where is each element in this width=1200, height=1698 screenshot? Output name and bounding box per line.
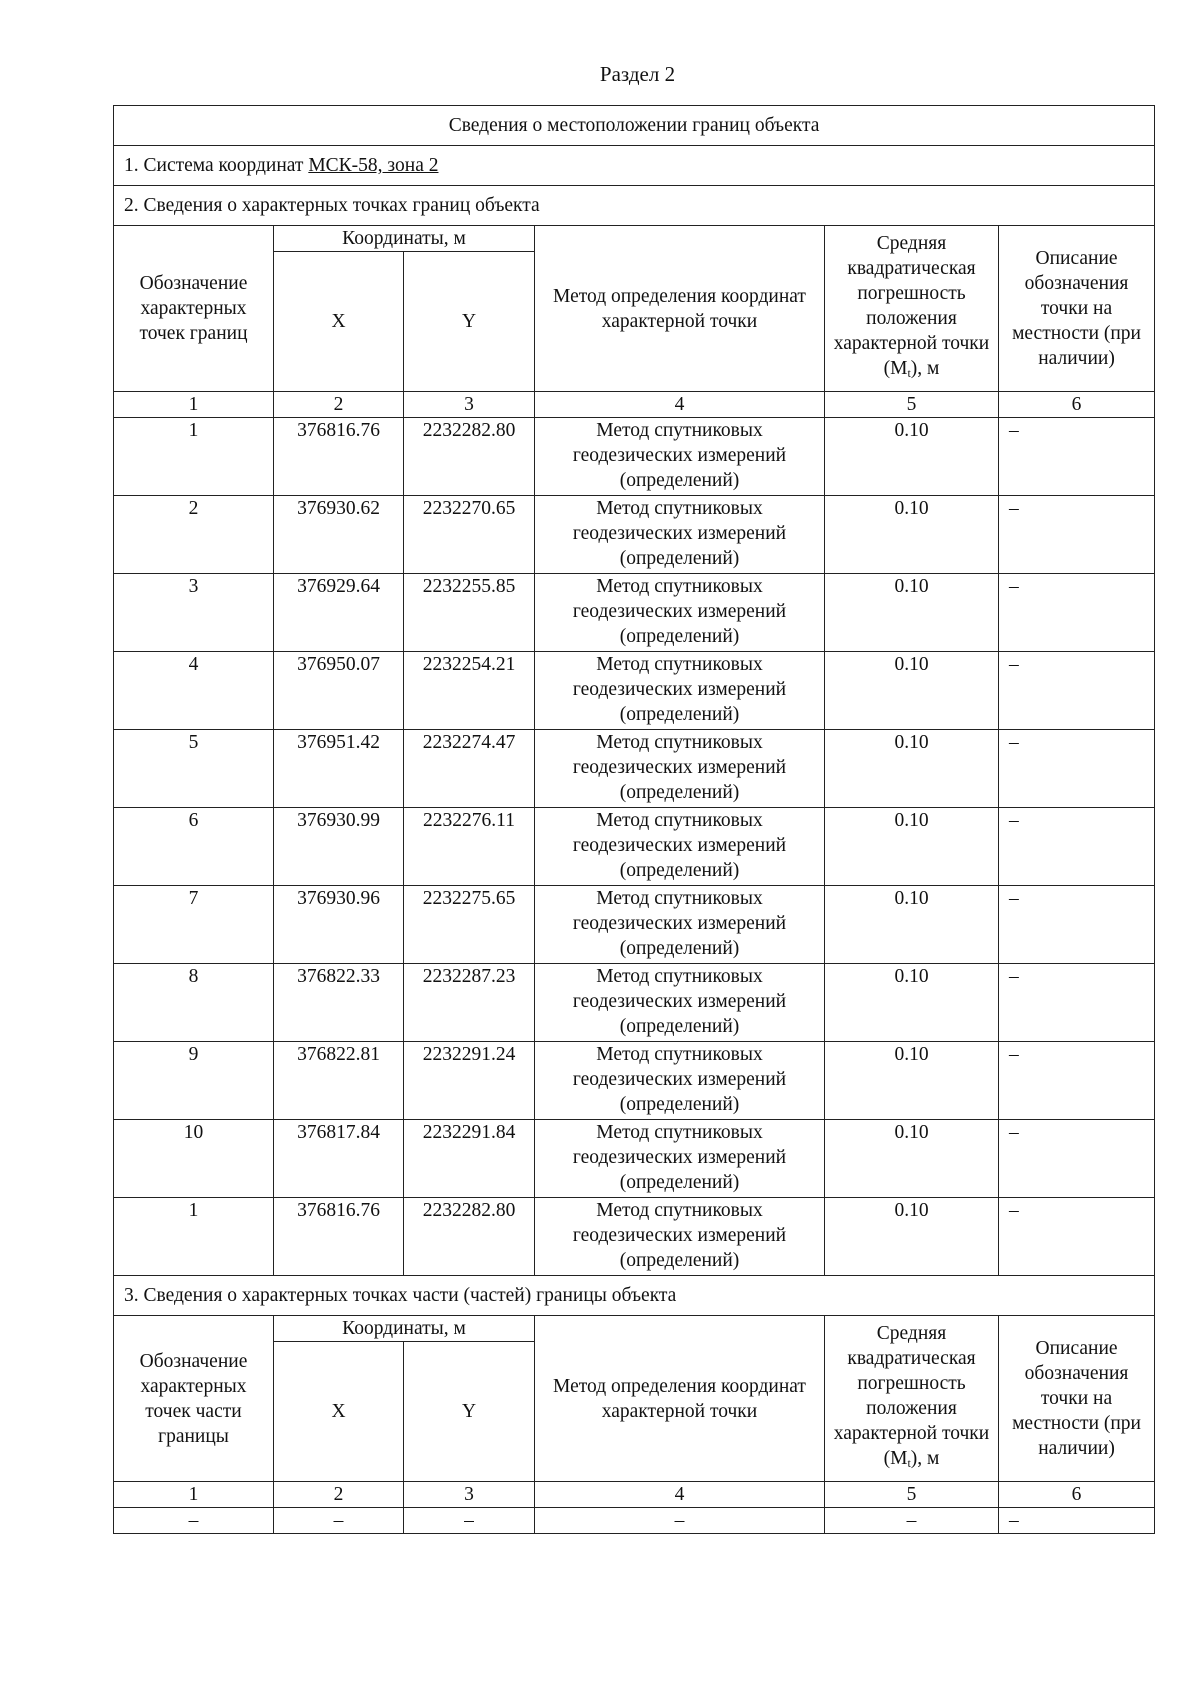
method-cell: Метод спутниковых геодезических измерений (определений) bbox=[535, 730, 825, 808]
header-method: Метод определения координат характерной точки bbox=[535, 1316, 825, 1482]
column-number: 4 bbox=[535, 1482, 825, 1508]
point-cell: 7 bbox=[114, 886, 274, 964]
column-number: 1 bbox=[114, 392, 274, 418]
point-cell: 6 bbox=[114, 808, 274, 886]
point-cell: 1 bbox=[114, 418, 274, 496]
method-cell: Метод спутниковых геодезических измерений (определений) bbox=[535, 1198, 825, 1276]
header-error bbox=[825, 1316, 999, 1482]
description-cell: – bbox=[999, 574, 1155, 652]
method-cell: – bbox=[535, 1508, 825, 1534]
coord-system-value: МСК-58, зона 2 bbox=[308, 155, 439, 176]
header-x: X bbox=[274, 252, 404, 392]
header-description: Описание обозначения точки на местности (при наличии) bbox=[999, 226, 1155, 392]
column-number: 5 bbox=[825, 392, 999, 418]
table-row bbox=[114, 652, 1155, 730]
header-y: Y bbox=[404, 1342, 535, 1482]
error-cell: 0.10 bbox=[825, 574, 999, 652]
header-error-subscript: t bbox=[907, 1456, 911, 1470]
method-cell: Метод спутниковых геодезических измерений (определений) bbox=[535, 574, 825, 652]
error-cell: 0.10 bbox=[825, 808, 999, 886]
x-cell: 376930.62 bbox=[274, 496, 404, 574]
column-number: 4 bbox=[535, 392, 825, 418]
description-cell: – bbox=[999, 1120, 1155, 1198]
method-cell: Метод спутниковых геодезических измерений (определений) bbox=[535, 1042, 825, 1120]
y-cell: 2232291.24 bbox=[404, 1042, 535, 1120]
description-cell: – bbox=[999, 964, 1155, 1042]
method-cell: Метод спутниковых геодезических измерений (определений) bbox=[535, 808, 825, 886]
header-y: Y bbox=[404, 252, 535, 392]
method-cell: Метод спутниковых геодезических измерений (определений) bbox=[535, 1120, 825, 1198]
header-x: X bbox=[274, 1342, 404, 1482]
header-designation: Обозначение характерных точек границ bbox=[114, 226, 274, 392]
description-cell: – bbox=[999, 730, 1155, 808]
table-row bbox=[114, 418, 1155, 496]
table-row bbox=[114, 496, 1155, 574]
description-cell: – bbox=[999, 652, 1155, 730]
point-cell: 1 bbox=[114, 1198, 274, 1276]
y-cell: 2232276.11 bbox=[404, 808, 535, 886]
error-cell: 0.10 bbox=[825, 418, 999, 496]
error-cell: 0.10 bbox=[825, 886, 999, 964]
table-row bbox=[114, 1508, 1155, 1534]
y-cell: 2232287.23 bbox=[404, 964, 535, 1042]
y-cell: – bbox=[404, 1508, 535, 1534]
error-cell: 0.10 bbox=[825, 730, 999, 808]
x-cell: 376817.84 bbox=[274, 1120, 404, 1198]
error-cell: 0.10 bbox=[825, 1198, 999, 1276]
section-label: Раздел 2 bbox=[599, 62, 676, 86]
column-number: 3 bbox=[404, 392, 535, 418]
point-cell: 5 bbox=[114, 730, 274, 808]
point-cell: 3 bbox=[114, 574, 274, 652]
column-number: 6 bbox=[999, 1482, 1155, 1508]
boundary-table bbox=[113, 105, 1155, 1534]
header-coords: Координаты, м bbox=[274, 1316, 535, 1342]
error-cell: 0.10 bbox=[825, 1120, 999, 1198]
header-error bbox=[825, 226, 999, 392]
column-number: 2 bbox=[274, 392, 404, 418]
table-title: Сведения о местоположении границ объекта bbox=[114, 106, 1155, 146]
header-error-unit: ), м bbox=[910, 1448, 940, 1469]
description-cell: – bbox=[999, 418, 1155, 496]
header-error-text: Средняя квадратическая погрешность положения характерной точки (M bbox=[833, 1323, 990, 1469]
coord-system-label: 1. Система координат bbox=[124, 155, 309, 176]
error-cell: 0.10 bbox=[825, 1042, 999, 1120]
method-cell: Метод спутниковых геодезических измерений (определений) bbox=[535, 886, 825, 964]
error-cell: 0.10 bbox=[825, 496, 999, 574]
header-error-unit: ), м bbox=[910, 358, 940, 379]
part2-heading: 2. Сведения о характерных точках границ объекта bbox=[114, 186, 1155, 226]
description-cell: – bbox=[999, 496, 1155, 574]
point-cell: 4 bbox=[114, 652, 274, 730]
x-cell: 376822.33 bbox=[274, 964, 404, 1042]
method-cell: Метод спутниковых геодезических измерений (определений) bbox=[535, 964, 825, 1042]
coord-system-row bbox=[114, 146, 1155, 186]
point-cell: 10 bbox=[114, 1120, 274, 1198]
point-cell: 9 bbox=[114, 1042, 274, 1120]
column-number: 3 bbox=[404, 1482, 535, 1508]
header-coords: Координаты, м bbox=[274, 226, 535, 252]
table-row bbox=[114, 964, 1155, 1042]
table-row bbox=[114, 808, 1155, 886]
table-row bbox=[114, 1198, 1155, 1276]
header-description: Описание обозначения точки на местности (при наличии) bbox=[999, 1316, 1155, 1482]
description-cell: – bbox=[999, 886, 1155, 964]
y-cell: 2232274.47 bbox=[404, 730, 535, 808]
method-cell: Метод спутниковых геодезических измерений (определений) bbox=[535, 652, 825, 730]
column-number-row bbox=[114, 392, 1155, 418]
column-number: 6 bbox=[999, 392, 1155, 418]
y-cell: 2232254.21 bbox=[404, 652, 535, 730]
error-cell: 0.10 bbox=[825, 652, 999, 730]
header-error-text: Средняя квадратическая погрешность положения характерной точки (M bbox=[833, 233, 990, 379]
column-number: 1 bbox=[114, 1482, 274, 1508]
error-cell: – bbox=[825, 1508, 999, 1534]
description-cell: – bbox=[999, 1508, 1155, 1534]
table-row bbox=[114, 574, 1155, 652]
method-cell: Метод спутниковых геодезических измерений (определений) bbox=[535, 418, 825, 496]
x-cell: 376816.76 bbox=[274, 1198, 404, 1276]
table-row bbox=[114, 886, 1155, 964]
point-cell: 2 bbox=[114, 496, 274, 574]
x-cell: 376930.96 bbox=[274, 886, 404, 964]
x-cell: 376951.42 bbox=[274, 730, 404, 808]
y-cell: 2232255.85 bbox=[404, 574, 535, 652]
header-designation: Обозначение характерных точек части границы bbox=[114, 1316, 274, 1482]
column-number: 2 bbox=[274, 1482, 404, 1508]
column-number: 5 bbox=[825, 1482, 999, 1508]
x-cell: 376930.99 bbox=[274, 808, 404, 886]
part3-heading: 3. Сведения о характерных точках части (частей) границы объекта bbox=[114, 1276, 1155, 1316]
x-cell: 376816.76 bbox=[274, 418, 404, 496]
table-row bbox=[114, 730, 1155, 808]
y-cell: 2232291.84 bbox=[404, 1120, 535, 1198]
method-cell: Метод спутниковых геодезических измерений (определений) bbox=[535, 496, 825, 574]
x-cell: 376929.64 bbox=[274, 574, 404, 652]
description-cell: – bbox=[999, 1198, 1155, 1276]
header-method: Метод определения координат характерной точки bbox=[535, 226, 825, 392]
description-cell: – bbox=[999, 1042, 1155, 1120]
y-cell: 2232282.80 bbox=[404, 1198, 535, 1276]
y-cell: 2232282.80 bbox=[404, 418, 535, 496]
table-row bbox=[114, 1120, 1155, 1198]
x-cell: – bbox=[274, 1508, 404, 1534]
table-row bbox=[114, 1042, 1155, 1120]
description-cell: – bbox=[999, 808, 1155, 886]
x-cell: 376822.81 bbox=[274, 1042, 404, 1120]
column-number-row bbox=[114, 1482, 1155, 1508]
x-cell: 376950.07 bbox=[274, 652, 404, 730]
error-cell: 0.10 bbox=[825, 964, 999, 1042]
point-cell: 8 bbox=[114, 964, 274, 1042]
y-cell: 2232275.65 bbox=[404, 886, 535, 964]
header-error-subscript: t bbox=[907, 366, 911, 380]
y-cell: 2232270.65 bbox=[404, 496, 535, 574]
point-cell: – bbox=[114, 1508, 274, 1534]
